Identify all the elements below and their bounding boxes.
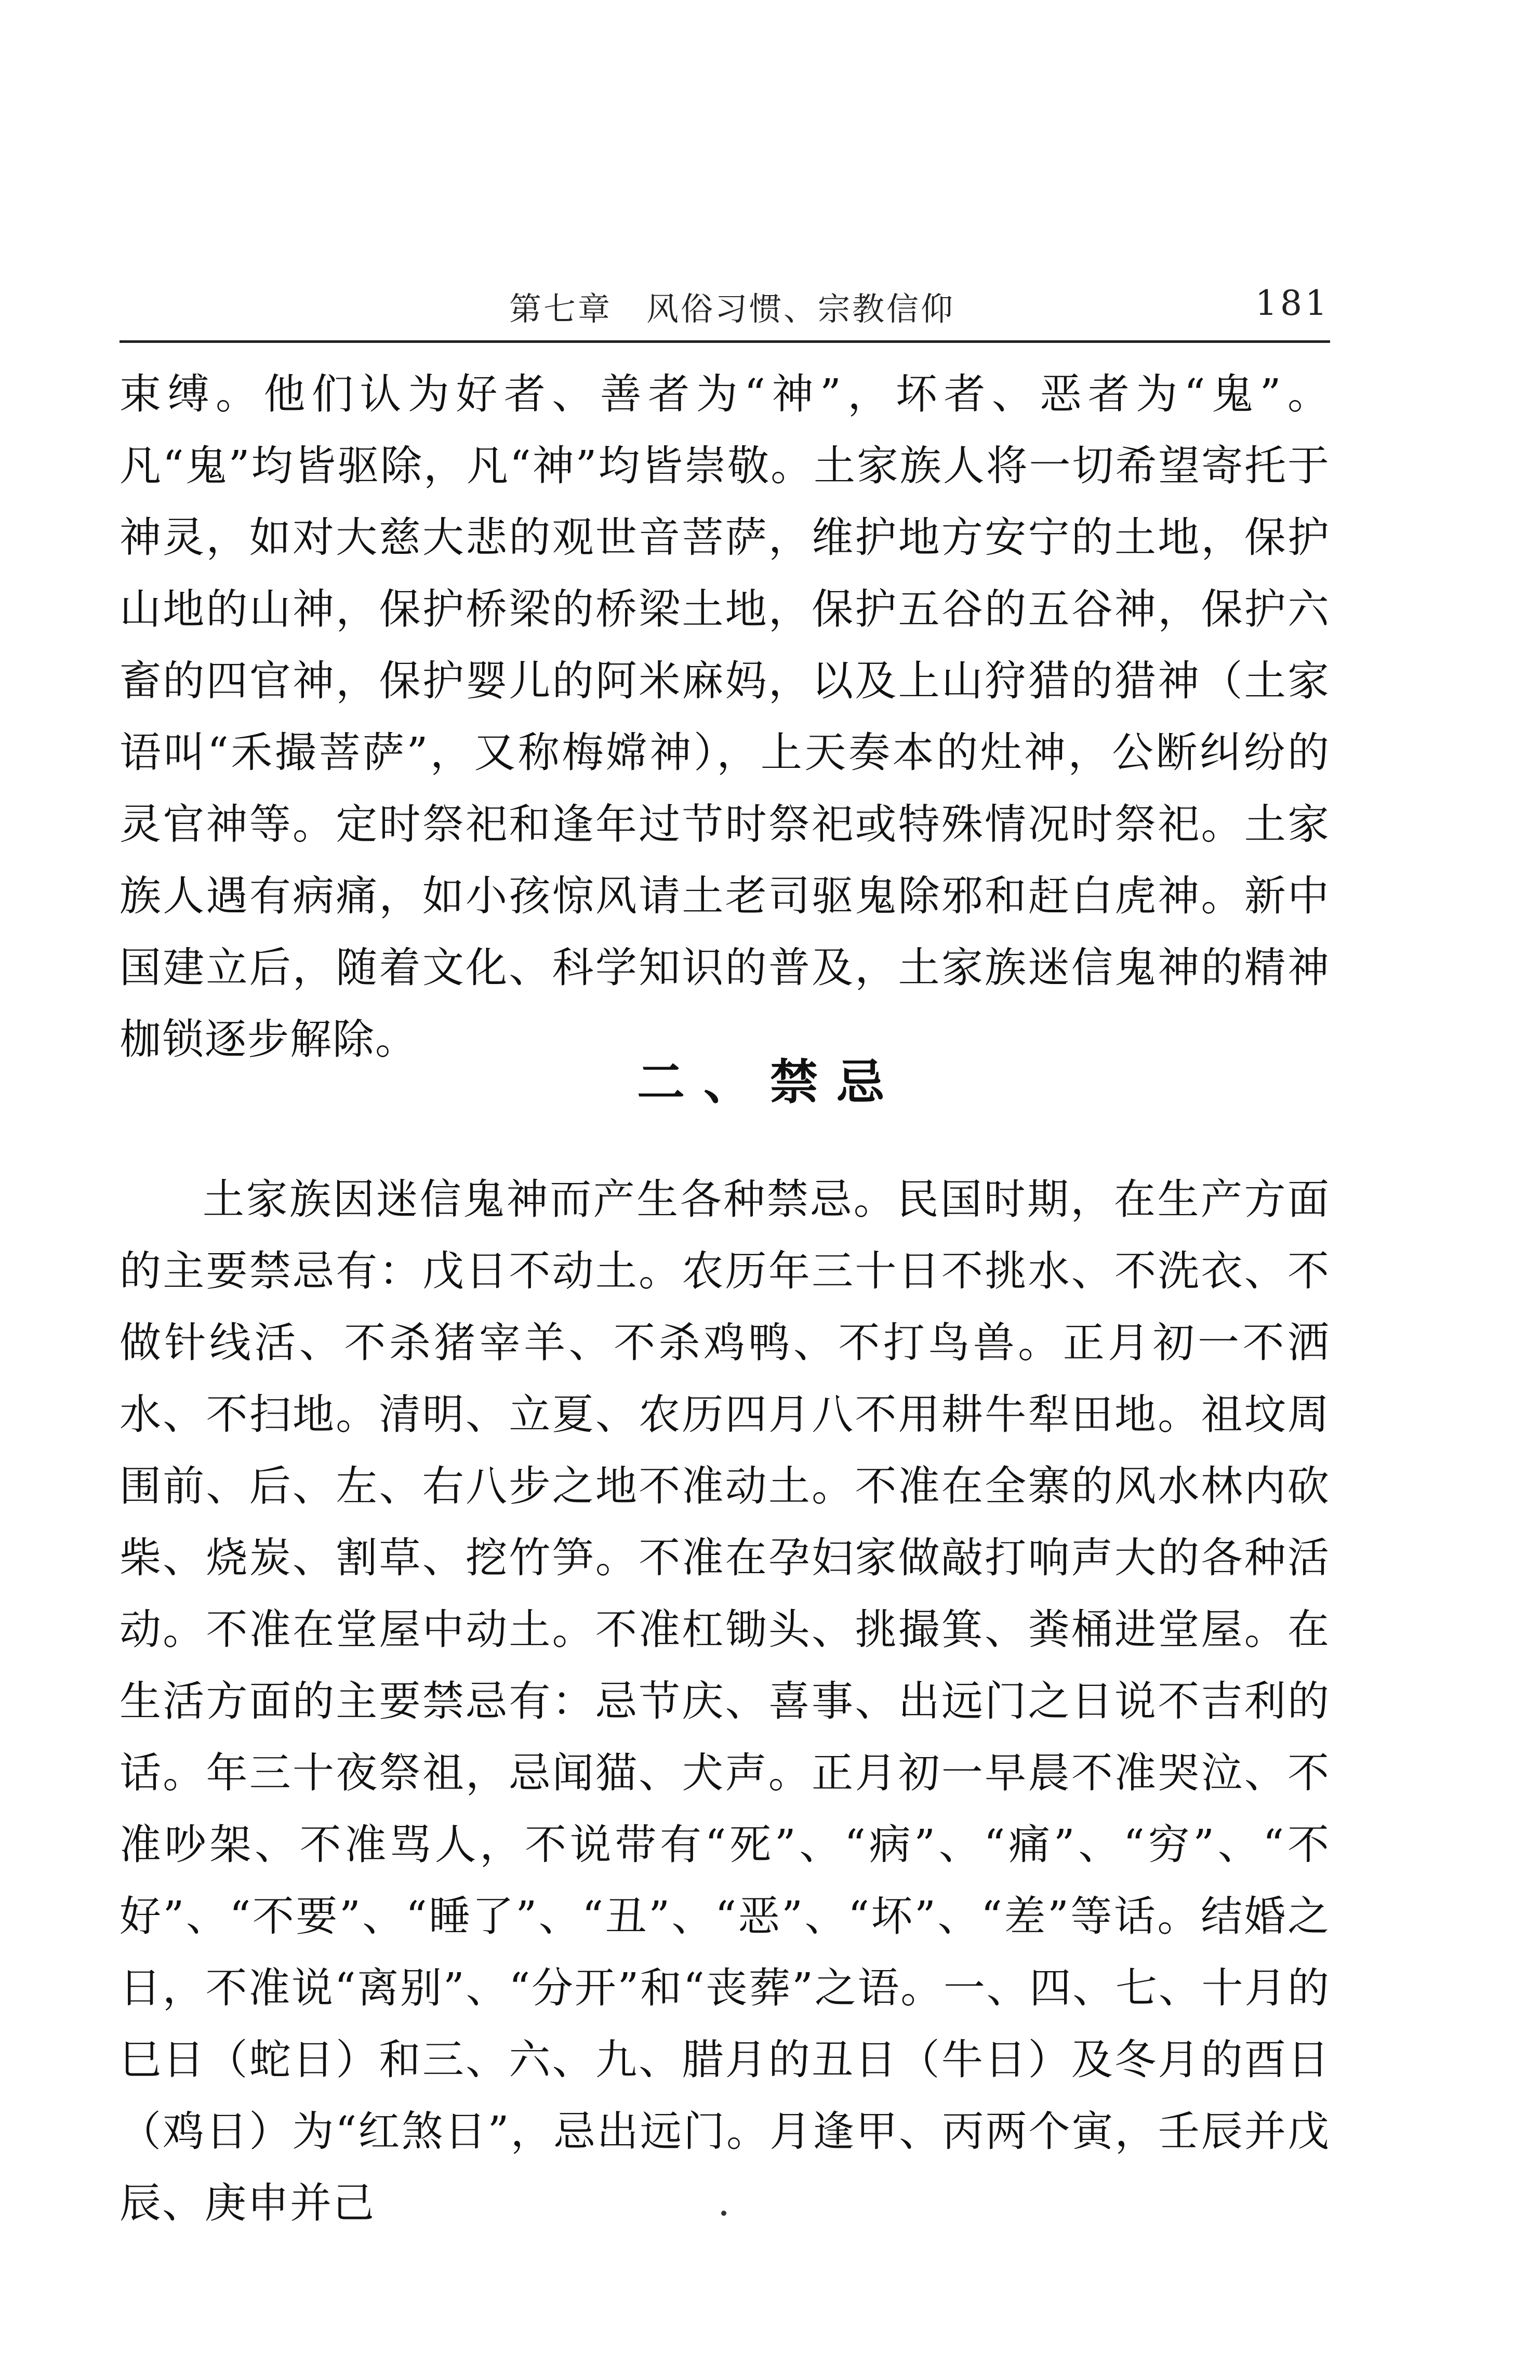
section-heading: 二、禁忌 [636, 1055, 903, 1110]
paragraph-1: 束缚。他们认为好者、善者为“神”，坏者、恶者为“鬼”。凡“鬼”均皆驱除，凡“神”均皆崇敬。土家族人将一切希望寄托于神灵，如对大慈大悲的观世音菩萨，维护地方安宁的土地，保护山地的山神，保护桥梁的桥梁土地，保护五谷的五谷神，保护六畜的四官神，保护婴儿的阿米麻妈，以及上山狩猎的猎神（土家语叫“禾撮菩萨”，又称梅嫦神），上天奏本的灶神，公断纠纷的灵官神等。定时祭祀和逢年过节时祭祀或特殊情况时祭祀。土家族人遇有病痛，如小孩惊风请土老司驱鬼除邪和赶白虎神。新中国建立后，随着文化、科学知识的普及，土家族迷信鬼神的精神枷锁逐步解除。 [120, 370, 1330, 1063]
header-rule [120, 340, 1330, 343]
running-header [120, 283, 1330, 345]
chapter-title: 第七章 风俗习惯、宗教信仰 [509, 290, 955, 328]
paragraph-2: 土家族因迷信鬼神而产生各种禁忌。民国时期，在生产方面的主要禁忌有：戊日不动土。农历年三十日不挑水、不洗衣、不做针线活、不杀猪宰羊、不杀鸡鸭、不打鸟兽。正月初一不洒水、不扫地。清明、立夏、农历四月八不用耕牛犁田地。祖坟周围前、后、左、右八步之地不准动土。不准在全寨的风水林内砍柴、烧炭、割草、挖竹笋。不准在孕妇家做敲打响声大的各种活动。不准在堂屋中动土。不准杠锄头、挑撮箕、粪桶进堂屋。在生活方面的主要禁忌有：忌节庆、喜事、出远门之日说不吉利的话。年三十夜祭祖，忌闻猫、犬声。正月初一早晨不准哭泣、不准吵架、不准骂人，不说带有“死”、“病”、“痛”、“穷”、“不好”、“不要”、“睡了”、“丑”、“恶”、“坏”、“差”等话。结婚之日，不准说“离别”、“分开”和“丧葬”之语。一、四、七、十月的巳日（蛇日）和三、六、九、腊月的丑日（牛日）及冬月的酉日（鸡日）为“红煞日”，忌出远门。月逢甲、丙两个寅，壬辰并戊辰、庚申并己 [120, 1175, 1330, 2227]
page-number: 181 [1255, 283, 1330, 323]
page-mark [721, 2211, 726, 2216]
